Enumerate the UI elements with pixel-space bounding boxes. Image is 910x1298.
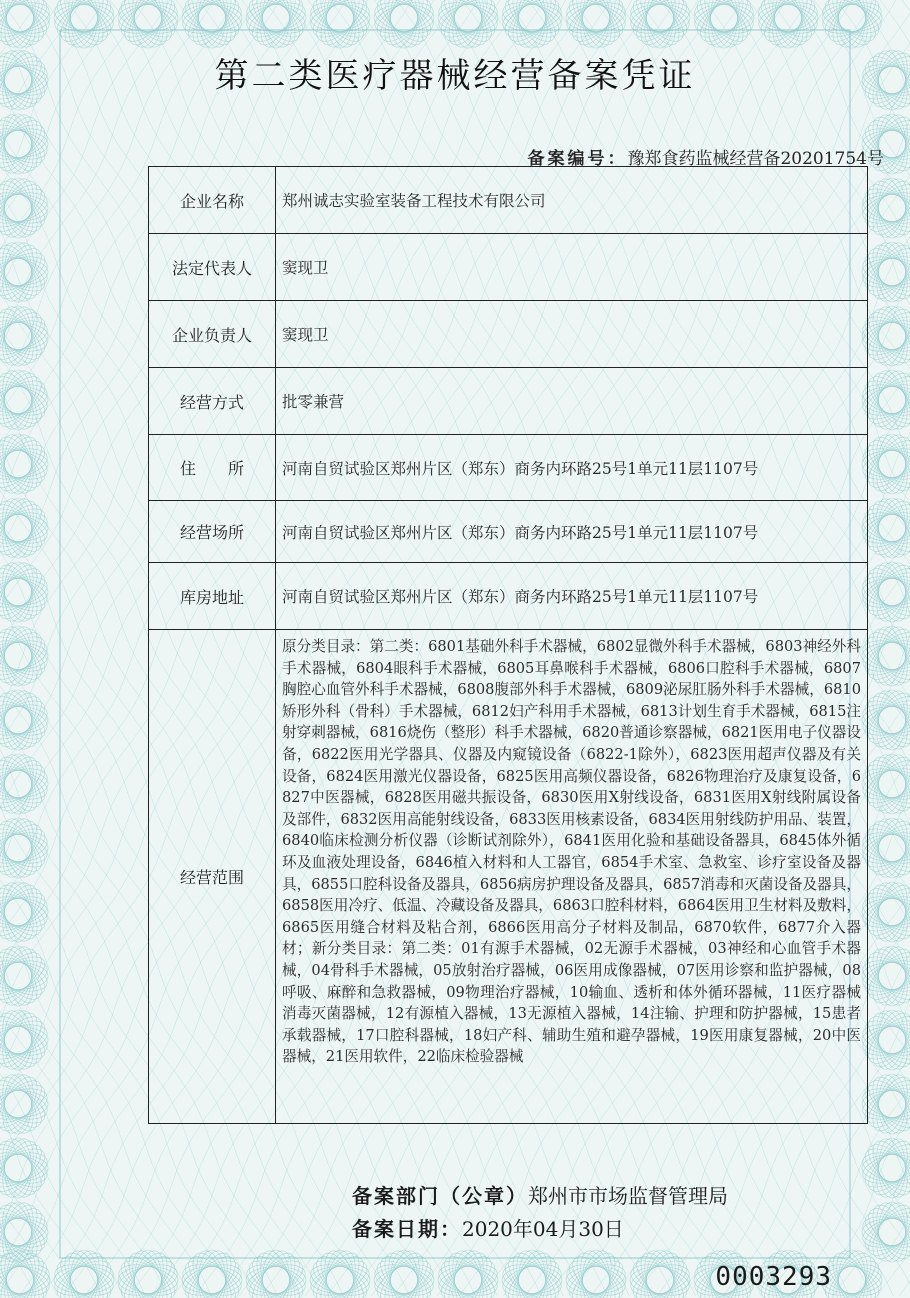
table-row (149, 167, 868, 234)
row-label-company-name: 企业名称 (149, 167, 276, 234)
row-label-warehouse-address: 库房地址 (149, 563, 276, 630)
row-value-business-premises: 河南自贸试验区郑州片区（郑东）商务内环路25号1单元11层1107号 (276, 501, 868, 563)
row-label-person-in-charge: 企业负责人 (149, 301, 276, 368)
table-row (149, 368, 868, 435)
filing-department (352, 1180, 728, 1209)
record-number-value: 豫郑食药监械经营备20201754号 (627, 149, 884, 169)
row-value-business-mode: 批零兼营 (276, 368, 868, 435)
record-number-label: 备案编号： (527, 149, 628, 169)
row-value-person-in-charge: 窦现卫 (276, 301, 868, 368)
row-label-domicile: 住 所 (149, 435, 276, 501)
table-row (149, 435, 868, 501)
table-row (149, 234, 868, 301)
row-value-legal-rep: 窦现卫 (276, 234, 868, 301)
table-row (149, 501, 868, 563)
filing-department-value: 郑州市市场监督管理局 (528, 1184, 728, 1208)
certificate-title: 第二类医疗器械经营备案凭证 (214, 56, 696, 96)
row-label-business-premises: 经营场所 (149, 501, 276, 563)
table-row (149, 630, 868, 1124)
row-value-business-scope: 原分类目录：第二类：6801基础外科手术器械，6802显微外科手术器械，6803神经外科手术器械，6804眼科手术器械，6805耳鼻喉科手术器械，6806口腔科手术器械，6807胸腔心血管外科手术器械，6808腹部外科手术器械，6809泌尿肛肠外科手术器械，6810矫形外科（骨科）手术器械，6812妇产科用手术器械，6813计划生育手术器械，6815注射穿刺器械，6816烧伤（整形）科手术器械，6820普通诊察器械，6821医用电子仪器设备，6822医用光学器具、仪器及内窥镜设备（6822-1除外），6823医用超声仪器及有关设备，6824医用激光仪器设备，6825医用高频仪器设备，6826物理治疗及康复设备，6827中医器械，6828医用磁共振设备，6830医用X射线设备，6831医用X射线附属设备及部件，6832医用高能射线设备，6833医用核素设备，6834医用射线防护用品、装置，6840临床检测分析仪器（诊断试剂除外），6841医用化验和基础设备器具，6845体外循环及血液处理设备，6846植入材料和人工器官，6854手术室、急救室、诊疗室设备及器具，6855口腔科设备及器具，6856病房护理设备及器具，6857消毒和灭菌设备及器具，6858医用冷疗、低温、冷藏设备及器具，6863口腔科材料，6864医用卫生材料及敷料，6865医用缝合材料及粘合剂，6866医用高分子材料及制品，6870软件，6877介入器材；新分类目录：第二类：01有源手术器械，02无源手术器械，03神经和心血管手术器械，04骨科手术器械，05放射治疗器械，06医用成像器械，07医用诊察和监护器械，08呼吸、麻醉和急救器械，09物理治疗器械，10输血、透析和体外循环器械，11医疗器械消毒灭菌器械，12有源植入器械，13无源植入器械，14注输、护理和防护器械，15患者承载器械，17口腔科器械，18妇产科、辅助生殖和避孕器械，19医用康复器械，20中医器械，21医用软件，22临床检验器械 (276, 630, 868, 1124)
filing-department-label: 备案部门（公章） (352, 1184, 528, 1208)
certificate-table (148, 166, 868, 1124)
row-value-company-name: 郑州诚志实验室装备工程技术有限公司 (276, 167, 868, 234)
filing-date-label: 备案日期： (352, 1217, 462, 1241)
filing-date-value: 2020年04月30日 (462, 1217, 624, 1241)
row-label-business-mode: 经营方式 (149, 368, 276, 435)
serial-number: 0003293 (715, 1262, 832, 1292)
row-value-domicile: 河南自贸试验区郑州片区（郑东）商务内环路25号1单元11层1107号 (276, 435, 868, 501)
table-row (149, 563, 868, 630)
row-label-legal-rep: 法定代表人 (149, 234, 276, 301)
row-value-warehouse-address: 河南自贸试验区郑州片区（郑东）商务内环路25号1单元11层1107号 (276, 563, 868, 630)
table-row (149, 301, 868, 368)
row-label-business-scope: 经营范围 (149, 630, 276, 1124)
filing-date (352, 1213, 624, 1242)
